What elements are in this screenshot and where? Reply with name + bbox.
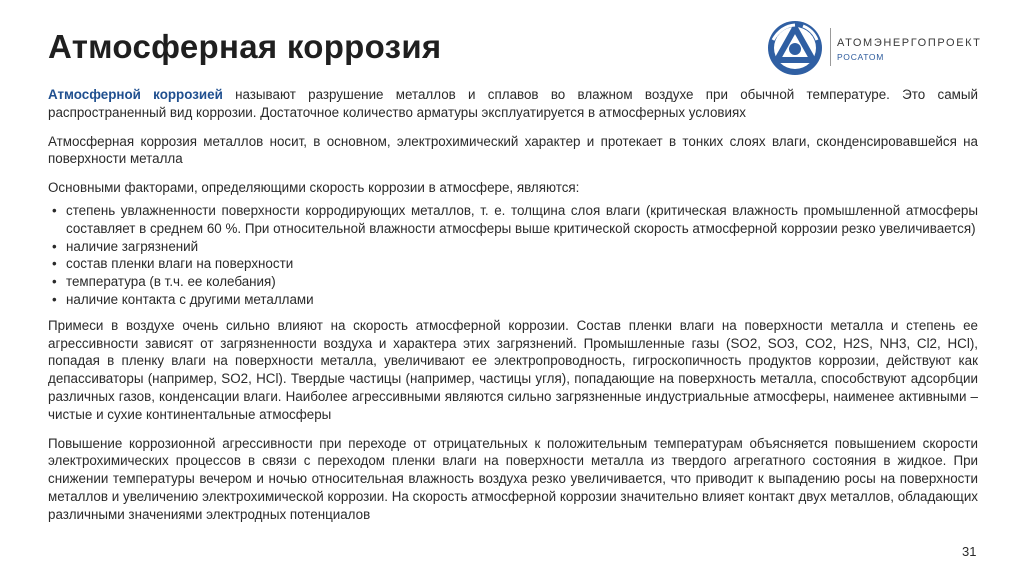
list-item: • наличие загрязнений: [48, 238, 978, 256]
logo-company-name: АТОМЭНЕРГОПРОЕКТ: [837, 37, 982, 49]
list-item: • температура (в т.ч. ее колебания): [48, 273, 978, 291]
list-item: • состав пленки влаги на поверхности: [48, 255, 978, 273]
logo-brand-name: РОСАТОМ: [837, 52, 885, 62]
rosatom-logo-icon: [767, 20, 823, 76]
highlighted-term: Атмосферной коррозией: [48, 87, 223, 102]
paragraph-factors-intro: Основными факторами, определяющими скорость коррозии в атмосфере, являются:: [48, 180, 580, 196]
definition-text: называют разрушение металлов и сплавов во влажном воздухе при обычной температуре. Это самый распространенный вид коррозии. Достаточное количество арматуры эксплуатируется в атмосферных условиях: [48, 87, 978, 120]
company-logo: [767, 20, 982, 80]
page-number: 31: [962, 544, 977, 559]
paragraph-impurities: Примеси в воздухе очень сильно влияют на скорость атмосферной коррозии. Состав пленки влаги на поверхности металла и степень ее агрессивности зависят от загрязненности воздуха и характера этих загрязнений. Промышленные газы (SO2, SO3, CO2, H2S, NH3, Cl2, HCl), попадая в пленку влаги на поверхности металла, увеличивают ее электропроводность, гигроскопичность продуктов коррозии, действуют как депассиваторы (например, SO2, HCl). Твердые частицы (например, частицы угля), попадающие на поверхность металла, способствуют адсорбции различных газов, конденсации влаги. Наиболее агрессивными являются сильно загрязненные индустриальные атмосферы, наименее активными – чистые и сухие континентальные атмосферы: [48, 317, 978, 422]
factors-list: [48, 202, 978, 309]
list-item: • степень увлажненности поверхности корродирующих металлов, т. е. толщина слоя влаги (критическая влажность промышленной атмосферы составляет в среднем 60 %. При относительной влажности атмосферы выше критической скорость атмосферной коррозии резко увеличивается): [48, 202, 978, 238]
paragraph-temperature: Повышение коррозионной агрессивности при переходе от отрицательных к положительным температурам объясняется повышением скорости электрохимических процессов в связи с переходом пленки влаги на поверхности металла из твердого агрегатного состояния в жидкое. При снижении температуры вечером и ночью относительная влажность воздуха резко увеличивается, что приводит к выпадению росы на поверхности металлов и увеличению электрохимической коррозии. На скорость атмосферной коррозии значительно влияет контакт двух металлов, обладающих различными значениями электродных потенциалов: [48, 435, 978, 522]
paragraph-definition: [48, 86, 978, 122]
paragraph-character: Атмосферная коррозия металлов носит, в основном, электрохимический характер и протекает в тонких слоях влаги, сконденсировавшейся на поверхности металла: [48, 133, 978, 167]
list-item: • наличие контакта с другими металлами: [48, 291, 978, 309]
slide-body: [48, 86, 978, 524]
slide-title: Атмосферная коррозия: [48, 28, 442, 65]
logo-divider: [830, 28, 831, 66]
